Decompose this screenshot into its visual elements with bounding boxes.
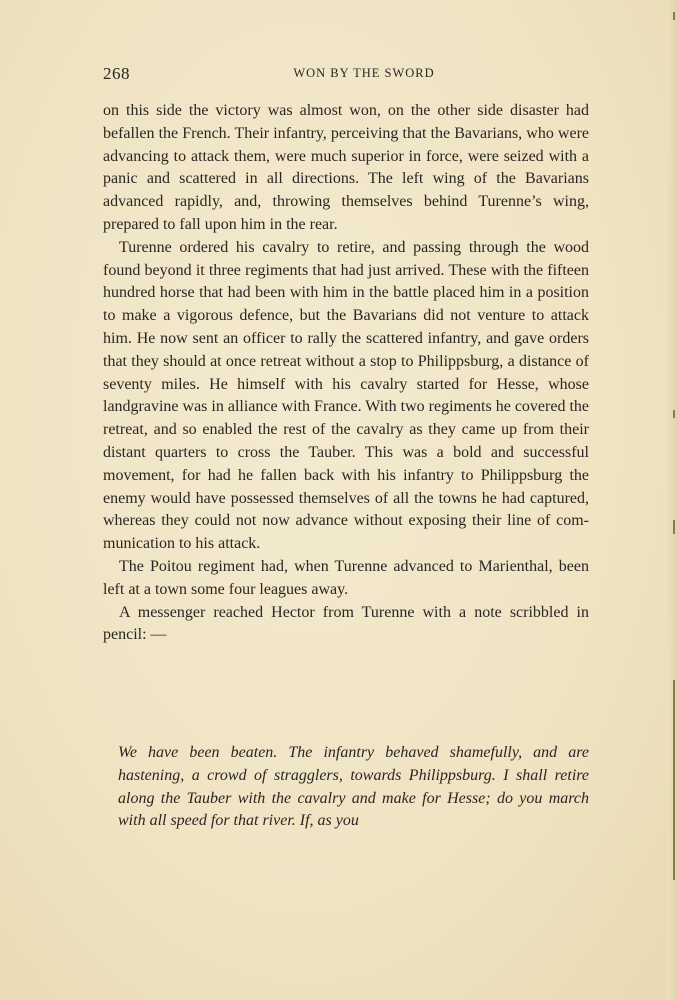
page-number: 268 xyxy=(103,64,130,83)
edge-mark xyxy=(673,520,675,534)
body-text xyxy=(103,100,589,647)
paragraph: Turenne ordered his cavalry to retire, and passing through the wood found beyond it three regiments that had just arrived. These with the fifteen hundred horse that had been with him in the battle placed him in a position to make a vigorous defence, but the Bavarians did not venture to attack him. He now sent an officer to rally the scattered infantry, and gave orders that they should at once retreat without a stop to Philippsburg, a distance of seventy miles. He himself with his cavalry started for Hesse, whose landgravine was in alliance with France. With two regiments he covered the retreat, and so enabled the rest of the cavalry as they came up from their distant quarters to cross the Tauber. This was a bold and successful movement, for had he fallen back with his infantry to Philippsburg the enemy would have possessed themselves of all the towns he had captured, whereas they could not now advance without exposing their line of com-munication to his attack. xyxy=(103,238,590,553)
page-edge xyxy=(667,0,677,1000)
edge-mark xyxy=(673,680,675,880)
paragraph: The Poitou regiment had, when Turenne advanced to Marienthal, been left at a town some four leagues away. xyxy=(103,557,589,598)
page-header xyxy=(103,60,589,88)
paragraph: A messenger reached Hector from Turenne with a note scribbled in pencil: — xyxy=(103,603,589,644)
running-title: WON BY THE SWORD xyxy=(293,66,435,80)
edge-mark xyxy=(673,410,675,418)
quoted-note: We have been beaten. The infantry behaved shamefully, and are hastening, a crowd of stragglers, towards Philippsburg. I shall retire along the Tauber with the cavalry and make for Hesse; do you march with all speed for that river. If, as you xyxy=(118,744,589,830)
edge-mark xyxy=(673,12,675,20)
paragraph: on this side the victory was almost won, on the other side disaster had befallen the French. Their infantry, perceiving that the Bavarians, who were advancing to attack them, were much superior in force, were seized with a panic and scattered in all directions. The left wing of the Bavarians advanced rapidly, and, throwing themselves behind Turenne’s wing, prepared to fall upon him in the rear. xyxy=(103,102,589,233)
